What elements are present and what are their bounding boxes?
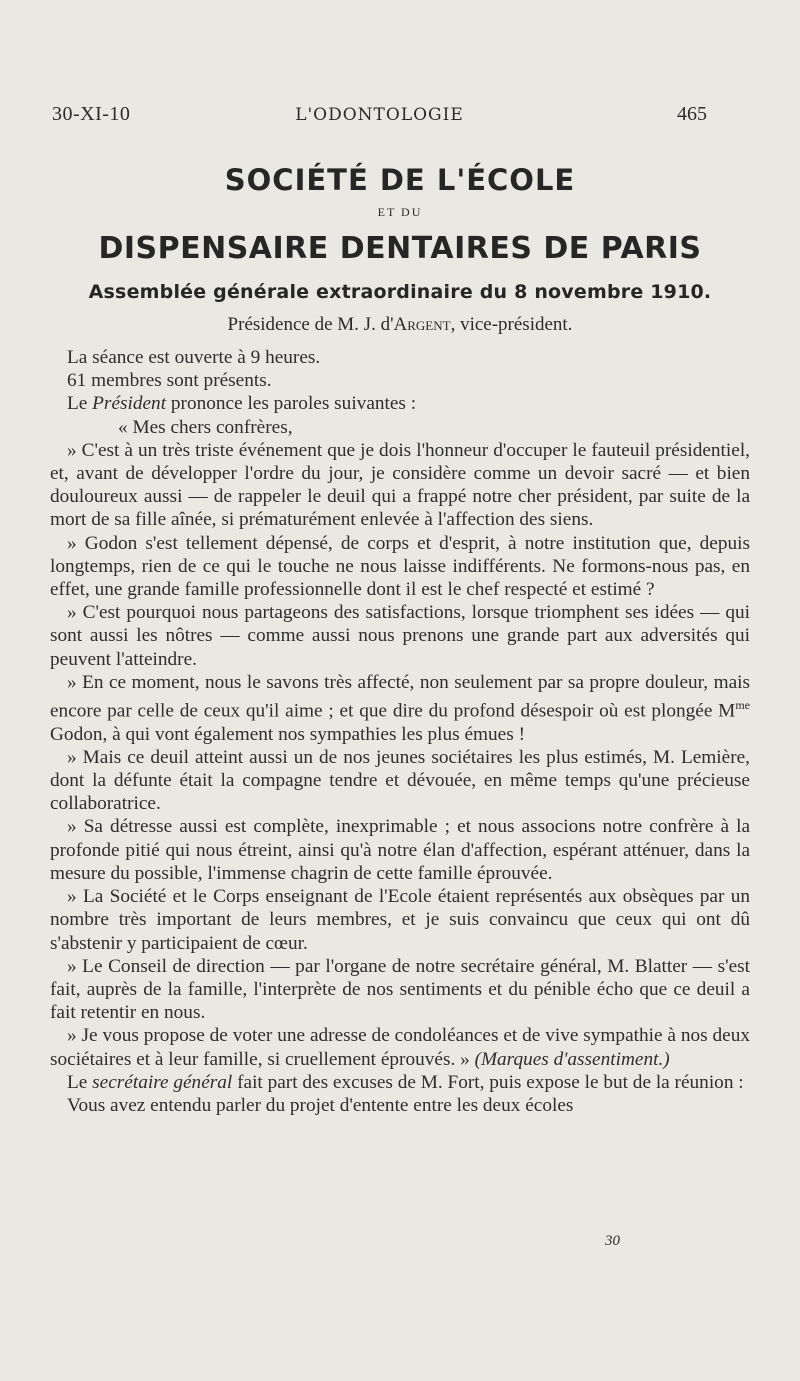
emphasis: secrétaire général: [92, 1071, 233, 1093]
heading-society: SOCIÉTÉ DE L'ÉCOLE: [224, 163, 576, 197]
article-body: [50, 346, 750, 1117]
presidence-name: Argent: [393, 314, 451, 335]
heading-connector: ET DU: [377, 205, 423, 219]
text-run: prononce les paroles suivantes :: [166, 393, 417, 415]
paragraph: » La Société et le Corps enseignant de l'Ecole étaient représentés aux obsèques par un nombre très important de leurs membres, et je suis convaincu que ceux qui ont dû s'abstenir y participaient de cœur.: [50, 886, 750, 954]
paragraph: Vous avez entendu parler du projet d'entente entre les deux écoles: [67, 1094, 574, 1116]
paragraph: » Mais ce deuil atteint aussi un de nos jeunes sociétaires les plus estimés, M. Lemière, dont la défunte était la compagne tendre et dévouée, en même temps qu'une précieuse collaboratrice.: [50, 746, 750, 815]
page-number: 465: [677, 103, 707, 125]
paragraph: » Le Conseil de direction — par l'organe de notre secrétaire général, M. Blatter — s'est fait, auprès de la famille, l'interprète de nos sentiments et du pénible écho que ce deuil a fait retentir en nous.: [50, 955, 750, 1024]
heading-dispensary: DISPENSAIRE DENTAIRES DE PARIS: [98, 231, 702, 266]
text-run: Le: [67, 1071, 93, 1093]
running-head: [52, 103, 707, 133]
paragraph: » C'est à un très triste événement que je dois l'honneur d'occuper le fauteuil présidentiel, et, avant de développer l'ordre du jour, je considère comme un devoir sacré — et bien douloureux aussi — de rappeler le deuil qui a frappé notre cher président, par suite de la mort de sa fille aînée, si prématurément enlevée à l'affection des siens.: [50, 439, 750, 531]
paragraph: [50, 1024, 750, 1070]
text-run: » Je vous propose de voter une adresse de condoléances et de vive sympathie à nos deux sociétaires et à leur famille, si cruellement éprouvés. »: [50, 1025, 750, 1070]
superscript: me: [735, 698, 750, 713]
presidence-suffix: , vice-président.: [450, 314, 573, 335]
issue-date: 30-XI-10: [52, 103, 131, 125]
signature-mark: 30: [605, 1233, 620, 1249]
emphasis: (Marques d'assentiment.): [474, 1048, 670, 1070]
paragraph: » Godon s'est tellement dépensé, de corps et d'esprit, à notre institution que, depuis longtemps, rien de ce qui le touche ne nous laisse indifférents. Ne formons-nous pas, en effet, une grande famille professionnelle dont il est le chef respecté et estimé ?: [50, 532, 750, 601]
paragraph: 61 membres sont présents.: [67, 370, 272, 392]
paragraph: [50, 671, 750, 746]
text-run: fait part des excuses de M. Fort, puis expose le but de la réunion :: [232, 1071, 744, 1093]
paragraph: [50, 1071, 750, 1094]
text-run: » En ce moment, nous le savons très affecté, non seulement par sa propre douleur, mais encore par celle de ceux qu'il aime ; et que dire du profond désespoir où est plongée M: [50, 671, 750, 722]
paragraph-salutation: « Mes chers confrères,: [118, 416, 293, 438]
journal-title: L'ODONTOLOGIE: [295, 105, 464, 125]
text-run: Le: [67, 393, 93, 415]
paragraph: La séance est ouverte à 9 heures.: [67, 347, 321, 368]
emphasis: Président: [92, 393, 167, 415]
presidence-prefix: Présidence de M. J. d': [227, 314, 394, 335]
paragraph: [50, 392, 750, 415]
meeting-subtitle: Assemblée générale extraordinaire du 8 novembre 1910.: [88, 281, 712, 303]
paragraph: » C'est pourquoi nous partageons des satisfactions, lorsque triomphent ses idées — qui sont aussi les nôtres — comme aussi nous prenons une grande part aux adversités qui peuvent l'atteindre.: [50, 602, 750, 670]
presidence-line: [0, 314, 800, 336]
text-run: Godon, à qui vont également nos sympathies les plus émues !: [50, 723, 525, 745]
paragraph: » Sa détresse aussi est complète, inexprimable ; et nous associons notre confrère à la profonde pitié qui nous étreint, ainsi qu'à notre élan d'affection, espérant atténuer, dans la mesure du possible, l'immense chagrin de cette famille éprouvée.: [50, 816, 750, 884]
